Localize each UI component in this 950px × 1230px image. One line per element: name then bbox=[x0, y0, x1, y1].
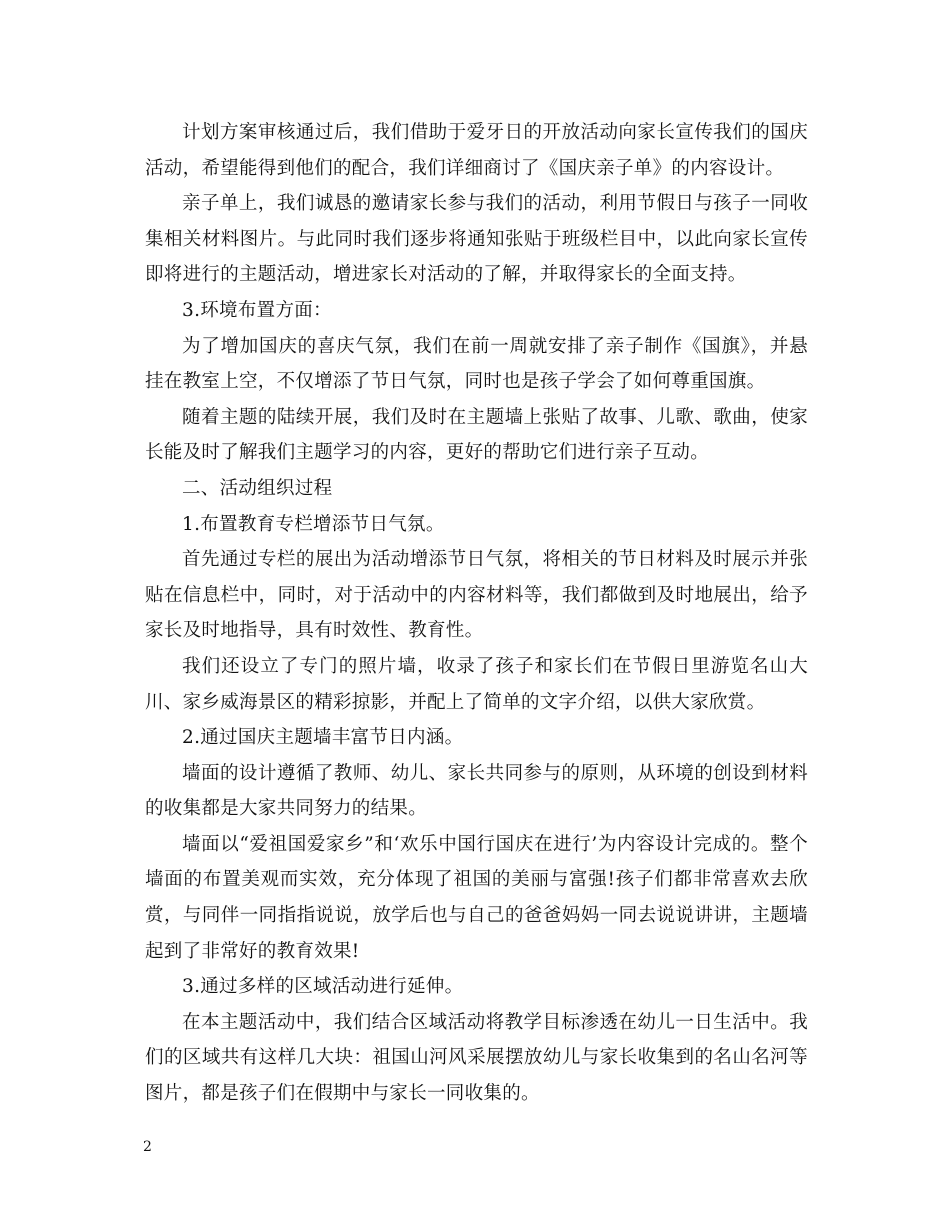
paragraph-festive-atmosphere: 为了增加国庆的喜庆气氛，我们在前一周就安排了亲子制作《国旗》，并悬挂在教室上空，不仅增添了节日气氛，同时也是孩子学会了如何尊重国旗。 bbox=[145, 335, 808, 393]
paragraph-parent-child-sheet: 亲子单上，我们诚恳的邀请家长参与我们的活动，利用节假日与孩子一同收集相关材料图片。与此同时我们逐步将通知张贴于班级栏目中，以此向家长宣传即将进行的主题活动，增进家长对活动的了解，并取得家长的全面支持。 bbox=[145, 193, 808, 286]
paragraph-column-display: 首先通过专栏的展出为活动增添节日气氛，将相关的节日材料及时展示并张贴在信息栏中，同时，对于活动中的内容材料等，我们都做到及时地展出，给予家长及时地指导，具有时效性、教育性。 bbox=[145, 549, 808, 642]
paragraph-plan-review: 计划方案审核通过后，我们借助于爱牙日的开放活动向家长宣传我们的国庆活动，希望能得到他们的配合，我们详细商讨了《国庆亲子单》的内容设计。 bbox=[145, 122, 808, 179]
paragraph-wall-design: 墙面的设计遵循了教师、幼儿、家长共同参与的原则，从环境的创设到材料的收集都是大家共同努力的结果。 bbox=[145, 762, 808, 820]
heading-area-activities: 3.通过多样的区域活动进行延伸。 bbox=[182, 976, 464, 998]
paragraph-area-activities: 在本主题活动中，我们结合区域活动将教学目标渗透在幼儿一日生活中。我们的区域共有这样几大块：祖国山河风采展摆放幼儿与家长收集到的名山名河等图片，都是孩子们在假期中与家长一同收集的。 bbox=[145, 1011, 808, 1105]
paragraph-photo-wall: 我们还设立了专门的照片墙，收录了孩子和家长们在节假日里游览名山大川、家乡威海景区的精彩掠影，并配上了简单的文字介绍，以供大家欣赏。 bbox=[145, 655, 808, 713]
paragraph-theme-wall: 随着主题的陆续开展，我们及时在主题墙上张贴了故事、儿歌、歌曲，使家长能及时了解我们主题学习的内容，更好的帮助它们进行亲子互动。 bbox=[145, 406, 808, 464]
paragraph-wall-theme: 墙面以“爱祖国爱家乡”和‘欢乐中国行国庆在进行’为内容设计完成的。整个墙面的布置美观而实效，充分体现了祖国的美丽与富强!孩子们都非常喜欢去欣赏，与同伴一同指指说说，放学后也与自己的爸爸妈妈一同去说说讲讲，主题墙起到了非常好的教育效果! bbox=[145, 833, 808, 962]
heading-environment-layout: 3.环境布置方面： bbox=[182, 299, 332, 321]
document-body bbox=[145, 115, 808, 1112]
heading-education-column: 1.布置教育专栏增添节日气氛。 bbox=[182, 513, 445, 535]
page-number: 2 bbox=[143, 1139, 152, 1155]
heading-national-day-wall: 2.通过国庆主题墙丰富节日内涵。 bbox=[182, 727, 464, 749]
heading-activity-process: 二、活动组织过程 bbox=[182, 477, 333, 499]
